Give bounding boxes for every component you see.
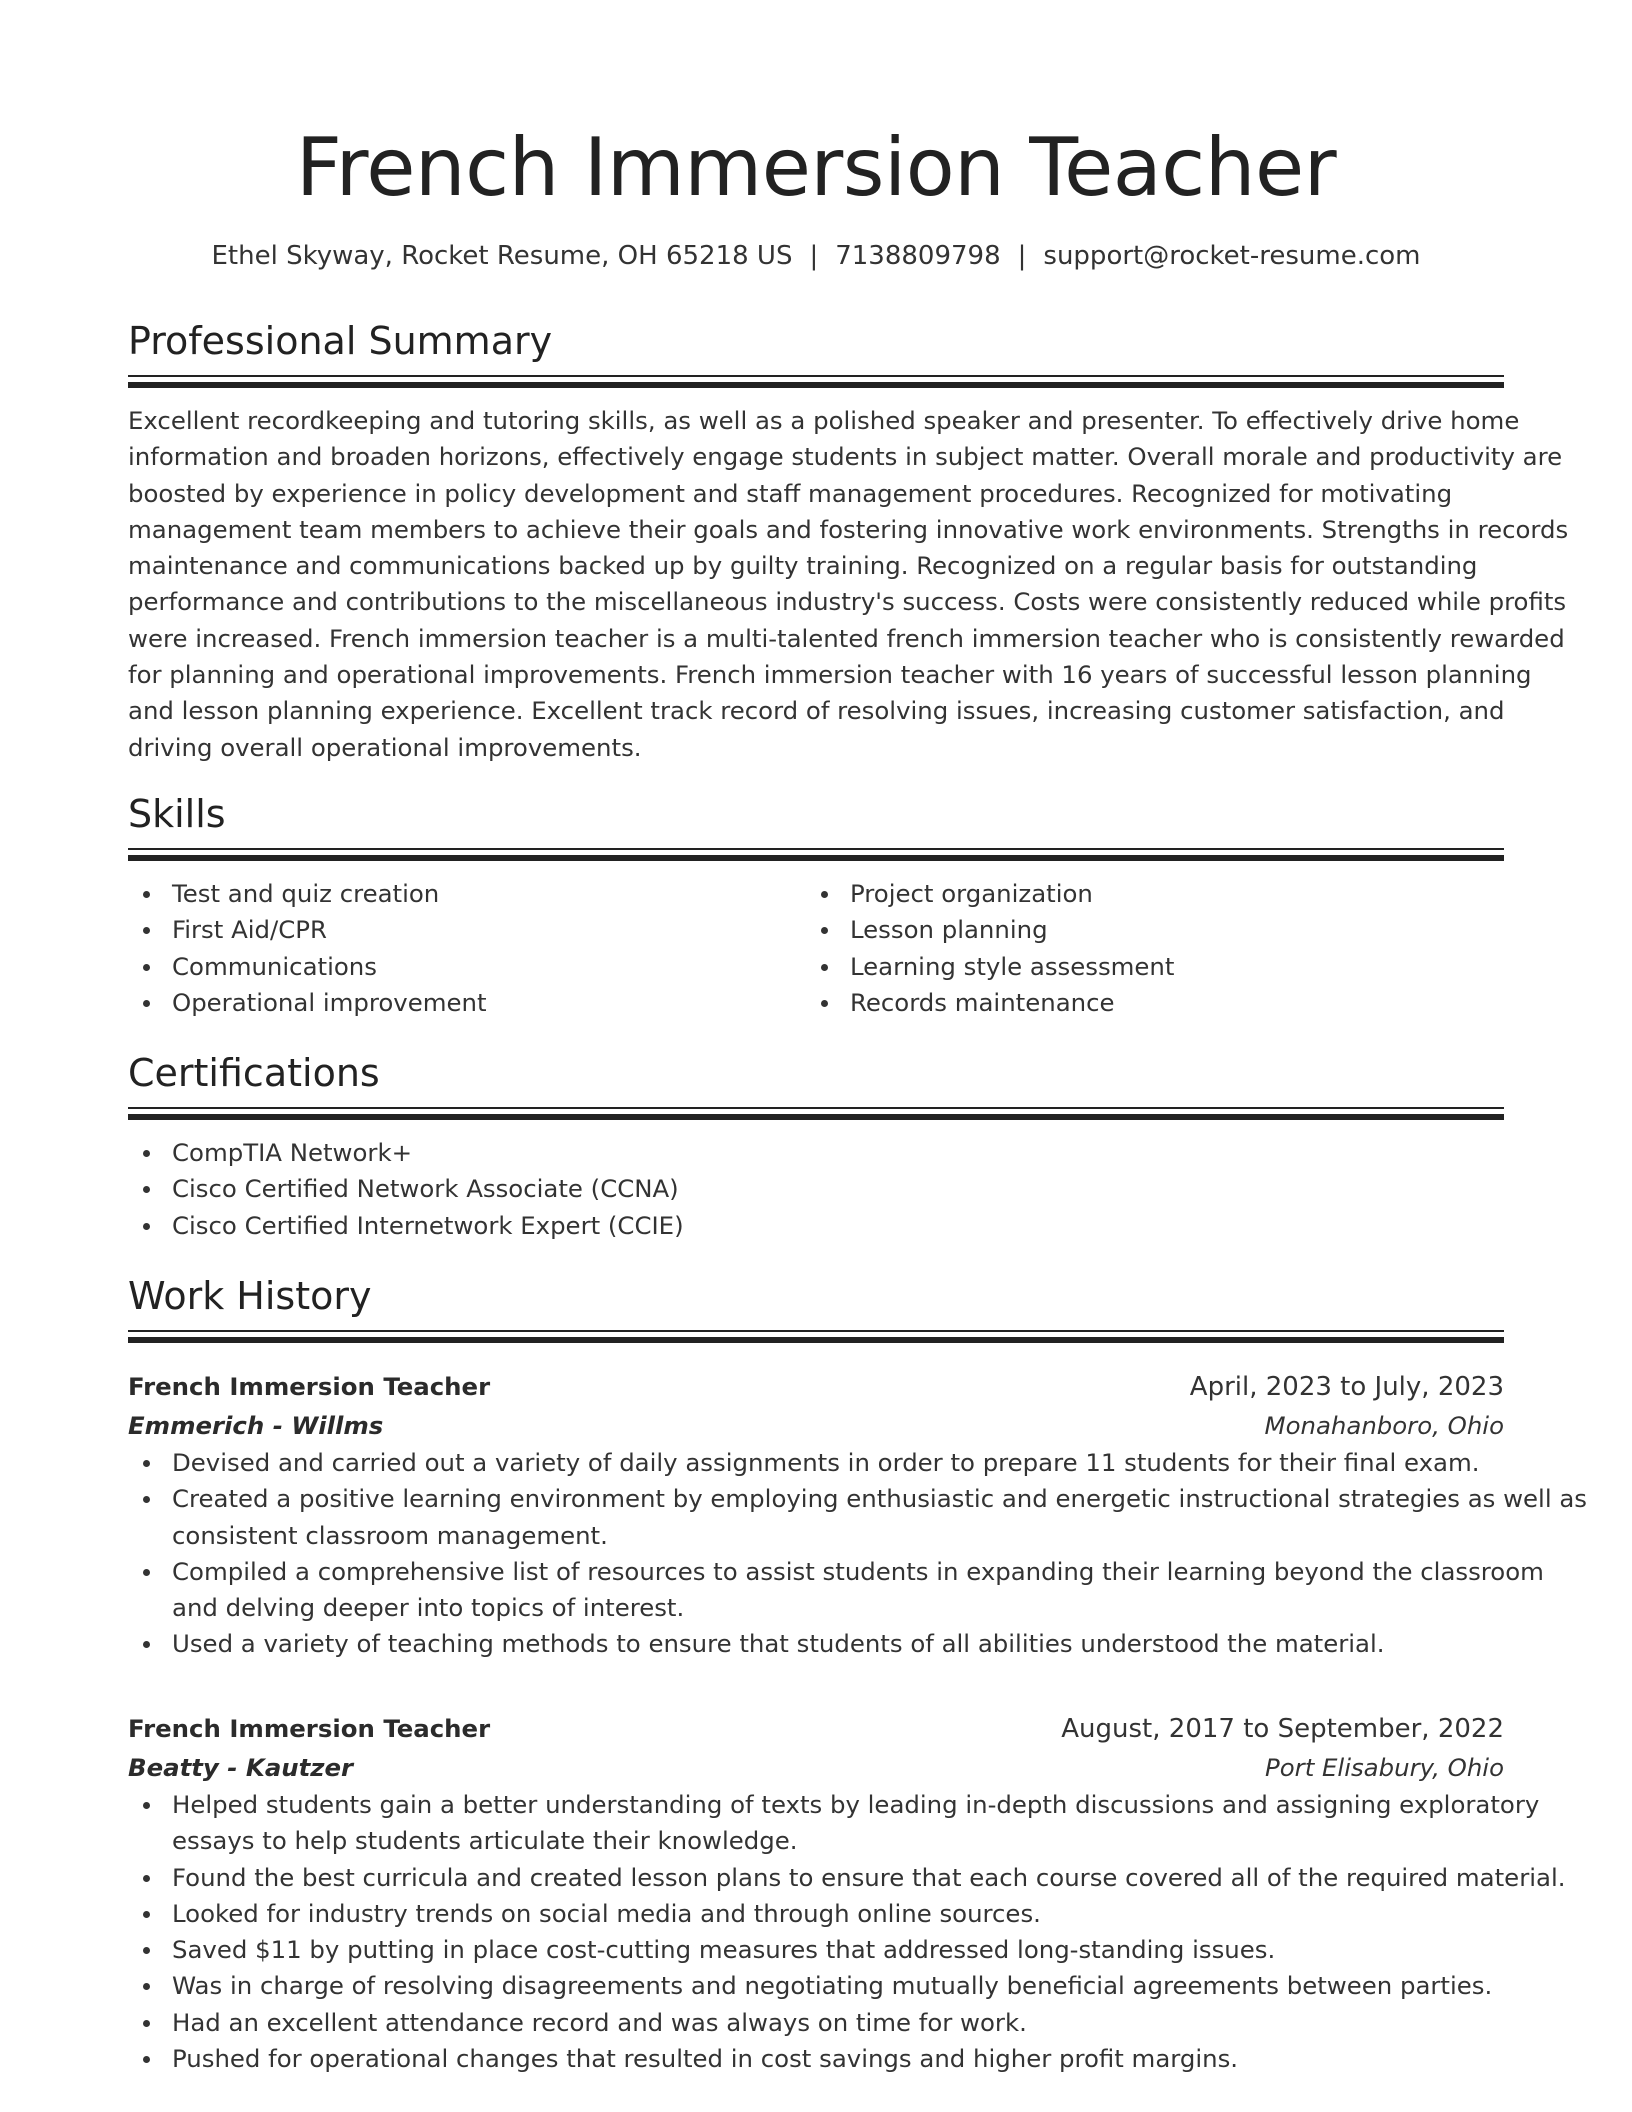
job-entry [128,1367,1588,1663]
contact-line [128,236,1504,276]
skill-item: Learning style assessment [806,949,1484,985]
bullet-line: consistent classroom management. [172,1520,608,1550]
bullet-line: Helped students gain a better understanding of texts by leading in-depth discussions and assigning exploratory [172,1790,1540,1819]
bullet-line: Used a variety of teaching methods to ensure that students of all abilities understood the material. [172,1629,1385,1659]
certifications-section [128,1049,1504,1244]
job-dates: April, 2023 to July, 2023 [1189,1372,1504,1402]
job-bullet [128,1787,1540,1860]
summary-line: driving overall operational improvements. [128,732,642,762]
section-divider [128,848,1504,862]
summary-line: for planning and operational improvements. French immersion teacher with 16 years of successful lesson planning [128,660,1532,690]
job-header [128,1367,1504,1407]
bullet-line: Compiled a comprehensive list of resources to assist students in expanding their learning beyond the classroom [172,1556,1544,1586]
skills-column-left [128,876,806,1021]
job-location: Port Elisabury, Ohio [1265,1753,1504,1782]
summary-section [128,317,1569,766]
skill-item: Records maintenance [806,985,1484,1021]
skill-item: Project organization [806,876,1484,912]
contact-separator: | [1017,241,1027,271]
skill-item: Communications [128,949,806,985]
summary-line: information and broaden horizons, effectively engage students in subject matter. Overall morale and productivity are [128,442,1563,472]
job-bullets [128,1445,1588,1663]
bullet-line: Devised and carried out a variety of daily assignments in order to prepare 11 students for their final exam. [172,1448,1480,1477]
bullet-line: essays to help students articulate their knowledge. [172,1826,798,1856]
certification-item: CompTIA Network+ [128,1135,1504,1171]
skill-item: First Aid/CPR [128,912,806,948]
job-bullets [128,1787,1566,2077]
bullet-line: Created a positive learning environment by employing enthusiastic and energetic instructional strategies as well as [172,1484,1588,1514]
job-bullet [128,1626,1504,1662]
certifications-list [128,1135,1504,1244]
contact-email: support@rocket-resume.com [1043,241,1421,271]
job-bullet [128,1932,1504,1968]
summary-line: were increased. French immersion teacher is a multi-talented french immersion teacher who is consistently rewarded [128,623,1565,653]
contact-phone: 7138809798 [835,241,1001,271]
certification-item: Cisco Certified Network Associate (CCNA) [128,1171,1504,1207]
job-bullet [128,2005,1504,2041]
job-location: Monahanboro, Ohio [1264,1411,1504,1440]
job-company: Beatty - Kautzer [128,1753,354,1782]
skill-item: Lesson planning [806,912,1484,948]
job-title: French Immersion Teacher [128,1714,491,1743]
job-bullet [128,1860,1566,1896]
skills-column-right [806,876,1484,1021]
job-bullet [128,1481,1588,1554]
summary-line: and lesson planning experience. Excellent track record of resolving issues, increasing customer satisfaction, and [128,696,1505,726]
job-bullet [128,1445,1504,1481]
certification-item: Cisco Certified Internetwork Expert (CCIE) [128,1208,1504,1244]
bullet-line: Saved $11 by putting in place cost-cutting measures that addressed long-standing issues. [172,1935,1276,1965]
job-bullet [128,1896,1504,1932]
section-heading: Work History [128,1274,372,1318]
summary-text [128,403,1569,766]
summary-line: management team members to achieve their goals and fostering innovative work environments. Strengths in records [128,514,1569,544]
bullet-line: Looked for industry trends on social media and through online sources. [172,1898,1041,1928]
summary-line: Excellent recordkeeping and tutoring skills, as well as a polished speaker and presenter. To effectively drive home [128,406,1520,435]
section-divider [128,1330,1504,1344]
bullet-line: Was in charge of resolving disagreements and negotiating mutually beneficial agreements between parties. [172,1971,1493,2001]
skills-section [128,790,1504,1021]
resume-title: French Immersion Teacher [295,121,1337,214]
section-divider [128,1107,1504,1121]
job-company: Emmerich - Willms [128,1411,384,1440]
job-dates: August, 2017 to September, 2022 [1061,1714,1504,1744]
job-bullet [128,2041,1504,2077]
job-bullet [128,1968,1504,2004]
skills-grid [128,876,1504,1021]
section-heading: Professional Summary [128,319,553,363]
job-header [128,1709,1504,1749]
job-title: French Immersion Teacher [128,1372,491,1401]
skill-item: Test and quiz creation [128,876,806,912]
bullet-line: Found the best curricula and created lesson plans to ensure that each course covered all of the required material. [172,1862,1566,1892]
work-history-section [128,1272,1504,1344]
section-heading: Skills [128,792,226,836]
bullet-line: Pushed for operational changes that resulted in cost savings and higher profit margins. [172,2044,1239,2074]
contact-address: Ethel Skyway, Rocket Resume, OH 65218 US [211,241,793,271]
section-heading: Certifications [128,1051,380,1095]
bullet-line: Had an excellent attendance record and was always on time for work. [172,2007,1027,2037]
summary-line: boosted by experience in policy development and staff management procedures. Recognized for motivating [128,478,1453,508]
job-subheader [128,1407,1504,1445]
job-bullet [128,1554,1544,1627]
job-subheader [128,1749,1504,1787]
skill-item: Operational improvement [128,985,806,1021]
summary-line: performance and contributions to the miscellaneous industry's success. Costs were consistently reduced while profits [128,587,1567,617]
bullet-line: and delving deeper into topics of interest. [172,1593,685,1623]
section-divider [128,375,1504,389]
summary-line: maintenance and communications backed up by guilty training. Recognized on a regular basis for outstanding [128,551,1478,581]
job-entry [128,1709,1566,2077]
contact-separator: | [809,241,819,271]
